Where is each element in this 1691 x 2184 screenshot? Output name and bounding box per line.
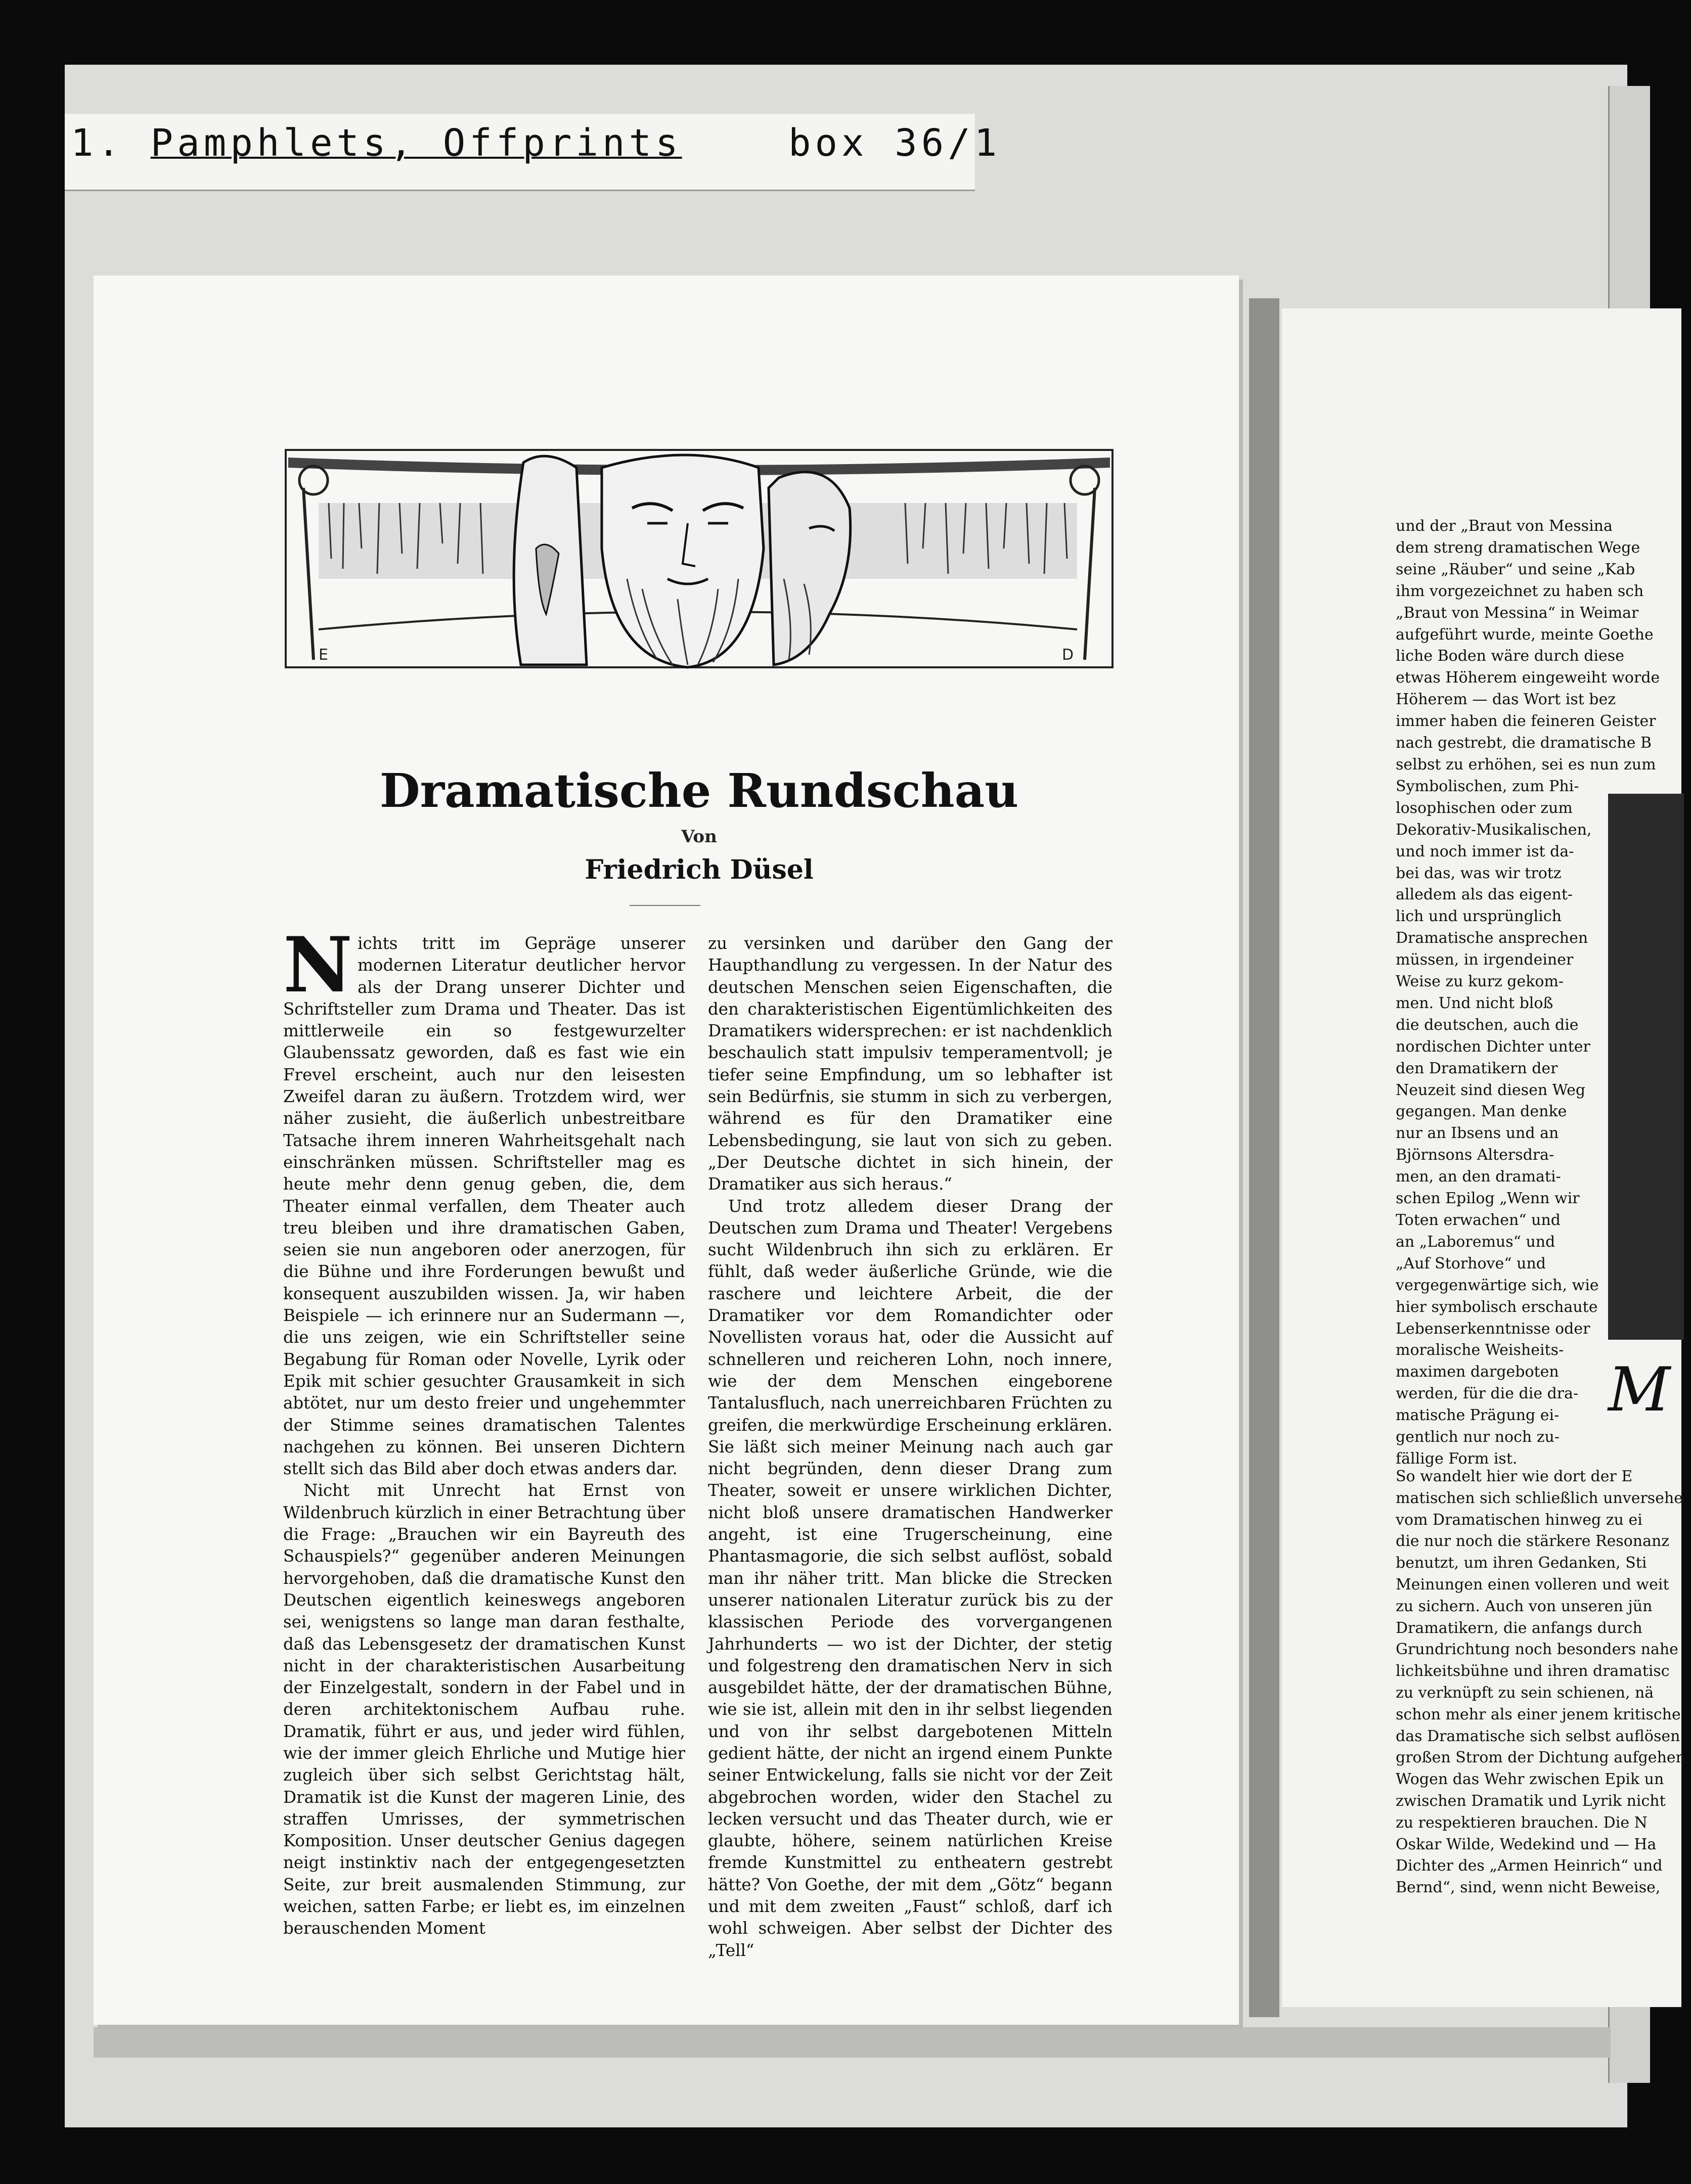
drop-cap: N [283, 921, 353, 1010]
bottom-shadow [94, 2027, 1611, 2058]
paragraph: ichts tritt im Gepräge unserer modernen Literatur deutlicher hervor als der Drang unserer Dichter und Schriftsteller zum Drama und Theater. Das ist mittlerweile ein so festgewurzelter Glaubenssatz geworden, daß es fast wie ein Frevel erscheint, auch nur den leisesten Zweifel daran zu äußern. Trotzdem wird, wer näher zusieht, die äußerlich unbestreitbare Tatsache ihrem inneren Wahrheitsgehalt nach einschränken müssen. Schriftsteller mag es heute mehr denn genug geben, die, dem Theater einmal verfallen, dem Theater auch treu bleiben und ihre dramatischen Gaben, seien sie nun angeboren oder anerzogen, für die Bühne und ihre Forderungen bewußt und konsequent auszubilden wissen. Ja, wir haben Beispiele — ich erinnere nur an Sudermann —, die uns zeigen, wie ein Schriftsteller seine Begabung für Roman oder Novelle, Lyrik oder Epik mit schier gesuchter Grausamkeit in sich abtötet, nur um desto freier und ungehemmter der Stimme seines dramatischen Talentes nachgehen zu können. Bei unseren Dichtern stellt sich das Bild aber doch etwas anders dar. [283, 934, 685, 1479]
byline-von: Von [681, 827, 717, 847]
archive-label [71, 121, 1001, 165]
article-title: Dramatische Rundschau [379, 763, 1019, 818]
facing-page-text-clip [1282, 308, 1685, 2007]
archive-label-title: Pamphlets, Offprints [150, 121, 682, 165]
article-author: Friedrich Düsel [585, 854, 814, 885]
facing-page-text-bottom: So wandelt hier wie dort der E matischen sich schließlich unversehe vom Dramatischen hinweg zu ei die nur noch die stärkere Resonanz benutzt, um ihren Gedanken, Sti Meinungen einen volleren und weit zu sichern. Auch von unseren jün Dramatikern, die anfangs durch Grundrichtung noch besonders lichkeitsbühne und ihren dramatisc zu verknüpft zu sein schienen, nä schon mehr als einer jenem kritische das Dramatische sich selbst auflösen großen Strom der Dichtung aufgehen Wogen das Wehr zwischen Epik un zwischen Dramatik und Lyrik nicht zu respektieren brauchen. Die N Oskar Wilde, Wedekind und — Ha Dichter des „Armen Heinrich“ und Bernd“, sind, wenn nicht Beweise, [1396, 1468, 1685, 1897]
article-column-right [708, 933, 1112, 1962]
paragraph: Nicht mit Unrecht hat Ernst von Wildenbruch kürzlich in einer Betrachtung über die Frage: „Brauchen wir ein Bayreuth des Schauspiels?“ gegenüber anderen Meinungen hervorgehoben, daß die dramatische Kunst den Deutschen eigentlich keineswegs angeboren sei, wenigstens so lange man daran festhalte, daß das Lebensgesetz der dramatischen Kunst nicht in der charakteristischen Ausarbeitung der Einzelgestalt, sondern in der Fabel und in deren architektonischem Aufbau ruhe. Dramatik, führt er aus, und jeder wird fühlen, wie der immer gleich Ehrliche und Mutige hier zugleich über sich selbst Gerichtstag hält, Dramatik ist die Kunst der mageren Linie, des straffen Umrisses, der symmetrischen Komposition. Unser deutscher Genius dagegen neigt instinktiv nach der entgegengesetzten Seite, zur breit ausmalenden Stimmung, zur weichen, satten Farbe; er liebt es, im einzelnen berauschenden Moment [283, 1481, 685, 1938]
article-column-left [283, 921, 685, 1940]
facing-page-text-top: und der „Braut von Messina dem streng dramatischen Wege seine „Räuber“ und seine „Kab ihm vorgezeichnet zu haben sch „Braut von Messina“ in Weimar aufgeführt wurde, meinte Goethe liche Boden wäre durch diese etwas Höherem eingeweiht worde Höherem — das Wort ist bez immer haben die feineren Geister nach gestrebt, die dramatische selbst zu erhöhen, sei es nun Symbolischen, zum Phi- losophischen oder zum Dekorativ-Musikalischen, und noch immer ist da- bei das, was wir trotz alledem als das eigent- lich und ursprünglich Dramatische ansprechen müssen, in irgendeiner Weise zu kurz gekom- men. Und nicht bloß die deutschen, auch die nordischen Dichter unter den Dramatikern der Neuzeit sind diesen Weg gegangen. Man denke nur an Ibsens und an Björnsons Altersdra- men, an den dramati- schen Epilog „Wenn wir Toten erwachen“ und an „Laboremus“ und „Auf Storhove“ und vergegenwärtige sich, wie hier symbolisch erschaute Lebenserkenntnisse oder moralische Weisheits- maximen dargeboten werden, für die die dra- matische Prägung ei- gentlich nur noch zu- fällige Form ist. [1396, 517, 1660, 1468]
paragraph: Und trotz alledem dieser Drang der Deutschen zum Drama und Theater! Vergebens sucht Wildenbruch ihn sich zu erklären. Er fühlt, daß weder äußerliche Gründe, wie die raschere und leichtere Arbeit, die der Dramatiker vor dem Romandichter oder Novellisten voraus hat, oder die Aussicht auf schnelleren und reicheren Lohn, noch innere, wie der dem Menschen eingeborene Tantalusfluch, nach unerreichbaren Früchten zu greifen, die merkwürdige Erscheinung erklären. Sie läßt sich meiner Meinung nach auch gar nicht begründen, denn dieser Drang zum Theater, soweit er unsere wirklichen Dichter, nicht bloß unsere dramatischen Handwerker angeht, ist eine Trugerscheinung, eine Phantasmagorie, die sich selbst auflöst, sobald man ihr näher tritt. Man blicke die Strecken unserer nationalen Literatur zurück bis zu der klassischen Periode des vorvergangenen Jahrhunderts — wo ist der Dichter, der stetig und folgestreng den dramatischen Nerv in sich ausgebildet hätte, der der dramatischen Bühne, wie sie ist, allein mit den in ihr selbst liegenden und von ihr selbst dargebotenen Mitteln gedient hätte, der nicht an irgend einem Punkte seiner Entwickelung, falls sie nicht vor der Zeit abgebrochen worden, wider den Stachel zu lecken versucht und das Theater durch, wie er glaubte, höhere, seinem natürlichen Kreise fremde Kunstmittel zu entheatern gestrebt hätte? Von Goethe, der mit dem „Götz“ begann und mit dem zweiten „Faust“ schloß, darf ich wohl schweigen. Aber selbst der Dichter des „Tell“ [708, 1196, 1112, 1960]
svg-text:D: D [1062, 646, 1074, 664]
title-rule [630, 905, 700, 906]
archive-label-box: box 36/1 [788, 121, 1001, 165]
facing-page-caption-glyph: M [1608, 1355, 1670, 1425]
archive-label-number: 1. [71, 121, 124, 165]
svg-text:E: E [319, 646, 328, 664]
masks-header-illustration [283, 447, 1115, 670]
paragraph: zu versinken und darüber den Gang der Haupthandlung zu vergessen. In der Natur des deutschen Menschen seien Eigenschaften, die den charakteristischen Eigentümlichkeiten des Dramatikers widersprechen: er ist nachdenklich beschaulich statt impulsiv temperamentvoll; je tiefer seine Empfindung, um so lebhafter ist sein Bedürfnis, sie stumm in sich zu verbergen, während es für den Dramatiker eine Lebensbedingung, sie laut von sich zu geben. „Der Deutsche dichtet in sich hinein, der Dramatiker aus sich heraus.“ [708, 934, 1112, 1194]
page-gutter-shadow [1249, 298, 1279, 2017]
